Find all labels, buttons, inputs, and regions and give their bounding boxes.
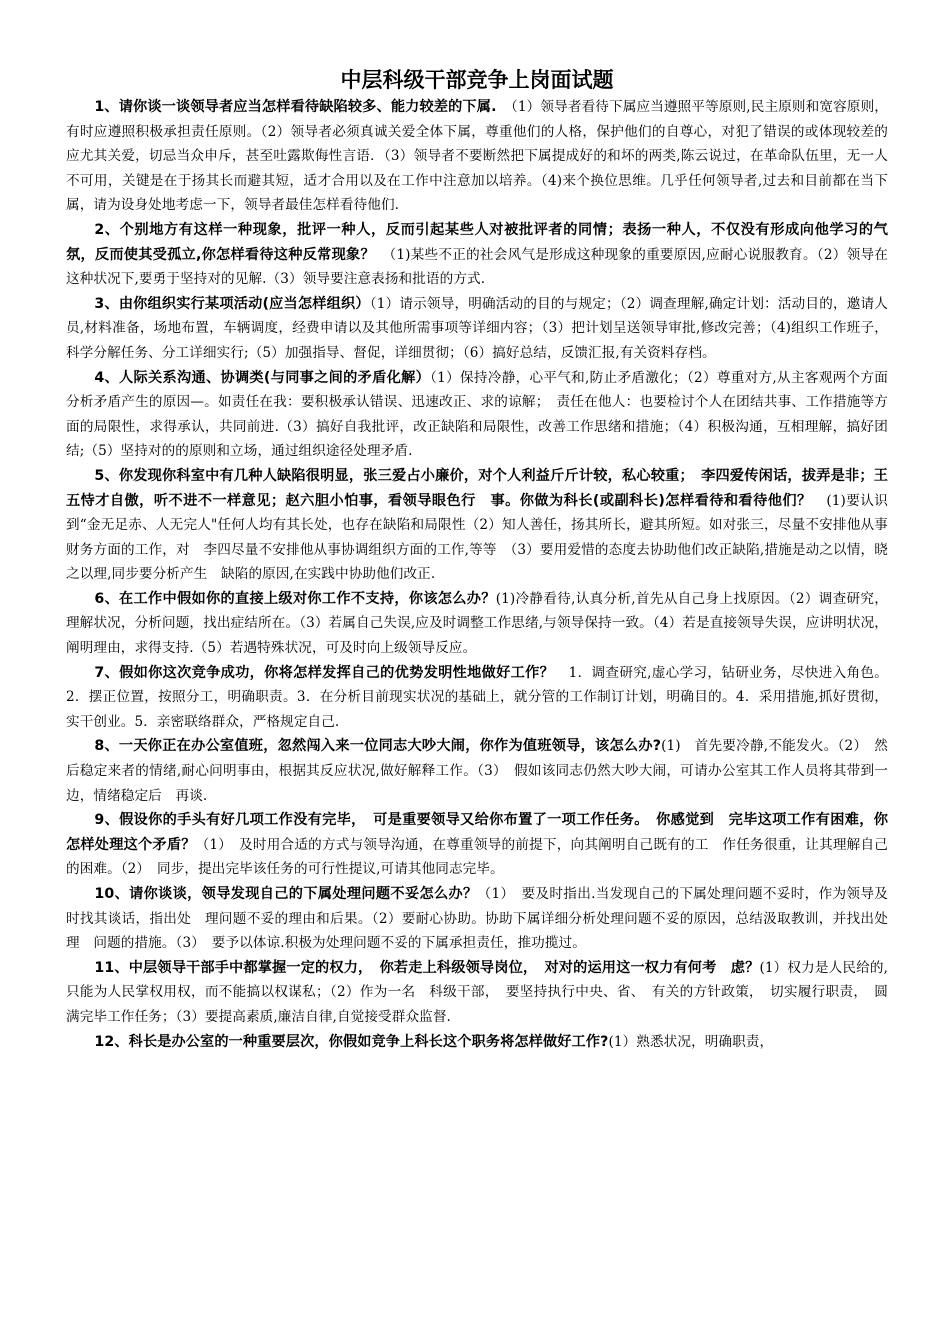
- qa-item-12: [66, 1030, 888, 1055]
- answer-10: （1） 要及时指出.当发现自己的下属处理问题不妥时，作为领导及时找其谈话，指出处 理问题不妥的理由和后果。（2）要耐心协助。协助下属详细分析处理问题不妥的原因，总结汲取教训，并找出处理 问题的措施。（3） 要予以体谅.积极为处理问题不妥的下属承担责任，推功揽过。: [66, 886, 888, 952]
- answer-2: （1)某些不正的社会风气是形成这种现象的重要原因,应耐心说服教育。（2）领导在这种状况下,要勇于坚持对的见解.（3）领导要注意表扬和批语的方式.: [66, 246, 888, 288]
- qa-item-7: [66, 661, 888, 735]
- qa-item-8: [66, 734, 888, 808]
- answer-5: (1)要认识到“金无足赤、人无完人"任何人均有其长处，也存在缺陷和局限性（2）知人善任，扬其所长，避其所短。如对张三，尽量不安排他从事财务方面的工作，对 李四尽量不安排他从事协调组织方面的工作,等等 （3）要用爱惜的态度去协助他们改正缺陷,措施是动之以情，晓之以理,同步要分析产生 缺陷的原因,在实践中协助他们改正.: [66, 492, 888, 583]
- question-1: 1、请你谈一谈领导者应当怎样看待缺陷较多、能力较差的下属.: [94, 99, 497, 115]
- qa-item-3: [66, 292, 888, 366]
- question-4: 4、人际关系沟通、协调类(与同事之间的矛盾化解）: [94, 369, 431, 386]
- question-2: 2、个别地方有这样一种现象，批评一种人，反而引起某些人对被批评者的同情；表扬一种人，不仅没有形成向他学习的气氛，反而使其受孤立,你怎样看待这种反常现象？: [66, 221, 888, 263]
- answer-4: （1）保持冷静，心平气和,防止矛盾激化；（2）尊重对方,从主客观两个方面分析矛盾产生的原因—。如责任在我：要积极承认错误、迅速改正、求的谅解； 责任在他人：也要检讨个人在团结共事、工作措施等方面的局限性，求得承认，共同前进.（3）搞好自我批评，改正缺陷和局限性，改善工作思绪和措施；（4）积极沟通，互相理解，搞好团结;（5）坚持对的的原则和立场，通过组织途径处理矛盾.: [66, 369, 889, 460]
- question-6: 6、在工作中假如你的直接上级对你工作不支持，你该怎么办？: [94, 590, 496, 607]
- question-7: 7、假如你这次竞争成功，你将怎样发挥自己的优势发明性地做好工作？: [94, 664, 555, 681]
- qa-item-1: [66, 95, 888, 218]
- qa-item-11: [66, 956, 888, 1030]
- question-12: 12、科长是办公室的一种重要层次，你假如竞争上科长这个职务将怎样做好工作?: [94, 1033, 609, 1050]
- question-11: 11、中层领导干部手中都掌握一定的权力， 你若走上科级领导岗位， 对对的运用这一权力有何考 虑？: [94, 959, 760, 976]
- question-8: 8、一天你正在办公室值班，忽然闯入来一位同志大吵大闹，你作为值班领导，该怎么办?: [94, 738, 662, 755]
- answer-3: （1）请示领导，明确活动的目的与规定；（2）调查理解,确定计划：活动目的，邀请人员,材料准备，场地布置，车辆调度，经费申请以及其他所需事项等详细内容；（3）把计划呈送领导审批,修改完善；（4)组织工作班子，科学分解任务、分工详细实行;（5）加强指导、督促，详细贯彻；（6）搞好总结，反馈汇报,有关资料存档。: [66, 295, 888, 361]
- answer-7: 1．调查研究,虚心学习，钻研业务，尽快进入角色。2．摆正位置，按照分工，明确职责。3．在分析目前现实状况的基础上，就分管的工作制订计划，明确目的。4．采用措施,抓好贯彻，实干创业。5．亲密联络群众，严格规定自己.: [66, 664, 888, 730]
- page-title: 中层科级干部竞争上岗面试题: [340, 68, 614, 92]
- qa-item-10: [66, 882, 888, 956]
- qa-item-6: [66, 587, 888, 661]
- answer-9: （1） 及时用合适的方式与领导沟通，在尊重领导的前提下，向其阐明自己既有的工 作任务很重，让其理解自己的困难。（2） 同步，提出完毕该任务的可行性提议,可请其他同志完毕。: [66, 836, 888, 878]
- question-5: 5、你发现你科室中有几种人缺陷很明显，张三爱占小廉价，对个人利益斤斤计较，私心较重； 李四爱传闲话，拔弄是非；王五恃才自傲，听不进不一样意见；赵六胆小怕事，看领导眼色行 事。你做为科长(或副科长)怎样看待和看待他们？: [66, 467, 888, 509]
- answer-6: (1)冷静看待,认真分析,首先从自己身上找原因。（2）调查研究，理解状况，分析问题，找出症结所在。（3）若属自己失误,应及时调整工作思绪,与领导保持一致。（4）若是直接领导失误，应讲明状况，阐明理由，求得支持.（5）若遇特殊状况，可及时向上级领导反应。: [66, 590, 888, 657]
- question-9: 9、假设你的手头有好几项工作没有完毕， 可是重要领导又给你布置了一项工作任务。 你感觉到 完毕这项工作有困难，你怎样处理这个矛盾？: [66, 812, 888, 853]
- qa-item-4: [66, 366, 888, 464]
- answer-1: （1）领导者看待下属应当遵照平等原则,民主原则和宽容原则，有时应遵照积极承担责任原则。（2）领导者必须真诚关爱全体下属，尊重他们的人格，保护他们的自尊心，对犯了错误的或体现较差的应尤其关爱，切忌当众申斥，甚至吐露欺侮性言语．（3）领导者不要断然把下属提成好的和坏的两类,陈云说过，在革命队伍里，无一人不可用，关键是在于扬其长而避其短，适才合用以及在工作中注意加以培养。（4)来个换位思维。几乎任何领导者,过去和目前都在当下属，请为设身处地考虑一下，领导者最佳怎样看待他们.: [66, 99, 888, 214]
- answer-8: (1) 首先要冷静,不能发火。（2） 然后稳定来者的情绪,耐心问明事由，根据其反应状况,做好解释工作。（3） 假如该同志仍然大吵大闹，可请办公室其工作人员将其带到一边，情绪稳定后 再谈.: [66, 738, 889, 804]
- answer-11: (1）权力是人民给的,只能为人民掌权用权，而不能搞以权谋私；（2）作为一名 科级干部， 要坚持执行中央、省、 有关的方针政策， 切实履行职责， 圆满完毕工作任务；（3）要提高素质,廉洁自律,自觉接受群众监督.: [66, 959, 888, 1025]
- question-10: 10、请你谈谈，领导发现自己的下属处理问题不妥怎么办？: [94, 886, 478, 902]
- qa-item-2: [66, 218, 888, 292]
- qa-item-9: [66, 808, 888, 882]
- qa-item-5: [66, 464, 888, 587]
- question-3: 3、由你组织实行某项活动(应当怎样组织）: [94, 295, 370, 312]
- answer-12: (1）熟悉状况，明确职责，: [608, 1033, 774, 1050]
